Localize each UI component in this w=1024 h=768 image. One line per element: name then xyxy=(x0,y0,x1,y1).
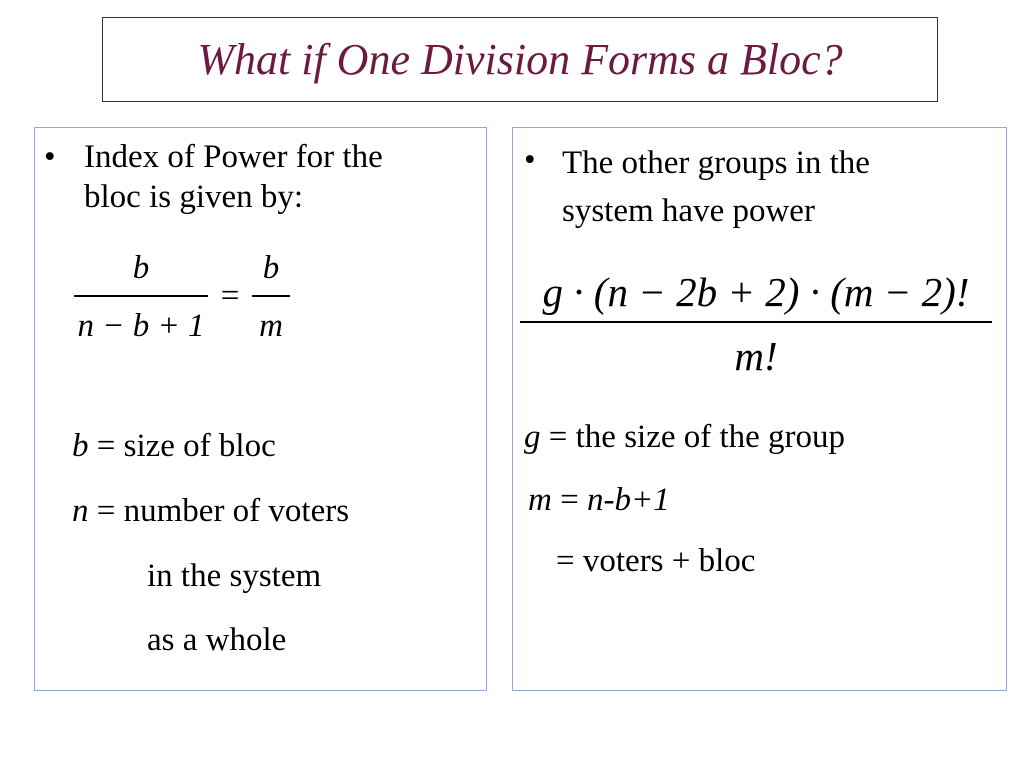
def-n-var: n xyxy=(72,493,89,529)
def-m xyxy=(528,480,670,520)
def-n xyxy=(72,491,349,531)
def-m2-eq: = xyxy=(556,543,575,579)
right-bullet-line-2: system have power xyxy=(562,192,815,229)
slide-title: What if One Division Forms a Bloc? xyxy=(197,35,843,84)
right-formula-numerator: g · (n − 2b + 2) · (m − 2)! xyxy=(542,269,970,315)
left-bullet-line-2: bloc is given by: xyxy=(84,179,304,216)
def-g xyxy=(524,417,845,457)
def-b-var: b xyxy=(72,428,89,464)
def-m-eq: = xyxy=(560,482,579,518)
def-m-continuation xyxy=(556,541,755,581)
frac1-numerator: b xyxy=(132,250,150,286)
right-formula-bar xyxy=(520,321,992,323)
title-box xyxy=(102,17,938,102)
frac1-bar xyxy=(74,295,208,297)
def-n-eq: = xyxy=(96,493,116,529)
def-m-var: m xyxy=(528,482,552,518)
frac1-denominator: n − b + 1 xyxy=(77,308,205,344)
right-bullet-line-1: The other groups in the xyxy=(562,145,870,181)
left-bullet-dot: • xyxy=(44,139,56,175)
def-b-eq: = xyxy=(96,428,116,464)
right-bullet-text xyxy=(562,140,870,236)
frac2-numerator: b xyxy=(262,250,280,286)
def-g-text: the size of the group xyxy=(575,419,846,455)
frac2-denominator: m xyxy=(259,308,283,344)
def-n-continuation-2: as a whole xyxy=(147,622,287,658)
def-n-continuation-1: in the system xyxy=(147,558,322,594)
def-m2-text: voters + bloc xyxy=(582,543,756,579)
left-bullet-line-1: Index of Power for the xyxy=(84,139,383,175)
def-g-var: g xyxy=(524,419,541,455)
right-formula-denominator: m! xyxy=(734,333,778,379)
def-b-text: size of bloc xyxy=(123,428,276,464)
def-g-eq: = xyxy=(548,419,568,455)
right-bullet-dot: • xyxy=(524,142,536,178)
frac2-bar xyxy=(252,295,290,297)
formula-equals: = xyxy=(220,278,240,314)
def-m-text: n-b+1 xyxy=(586,482,670,518)
def-n-text: number of voters xyxy=(123,493,350,529)
def-b xyxy=(72,426,276,466)
left-bullet-text xyxy=(84,137,383,218)
